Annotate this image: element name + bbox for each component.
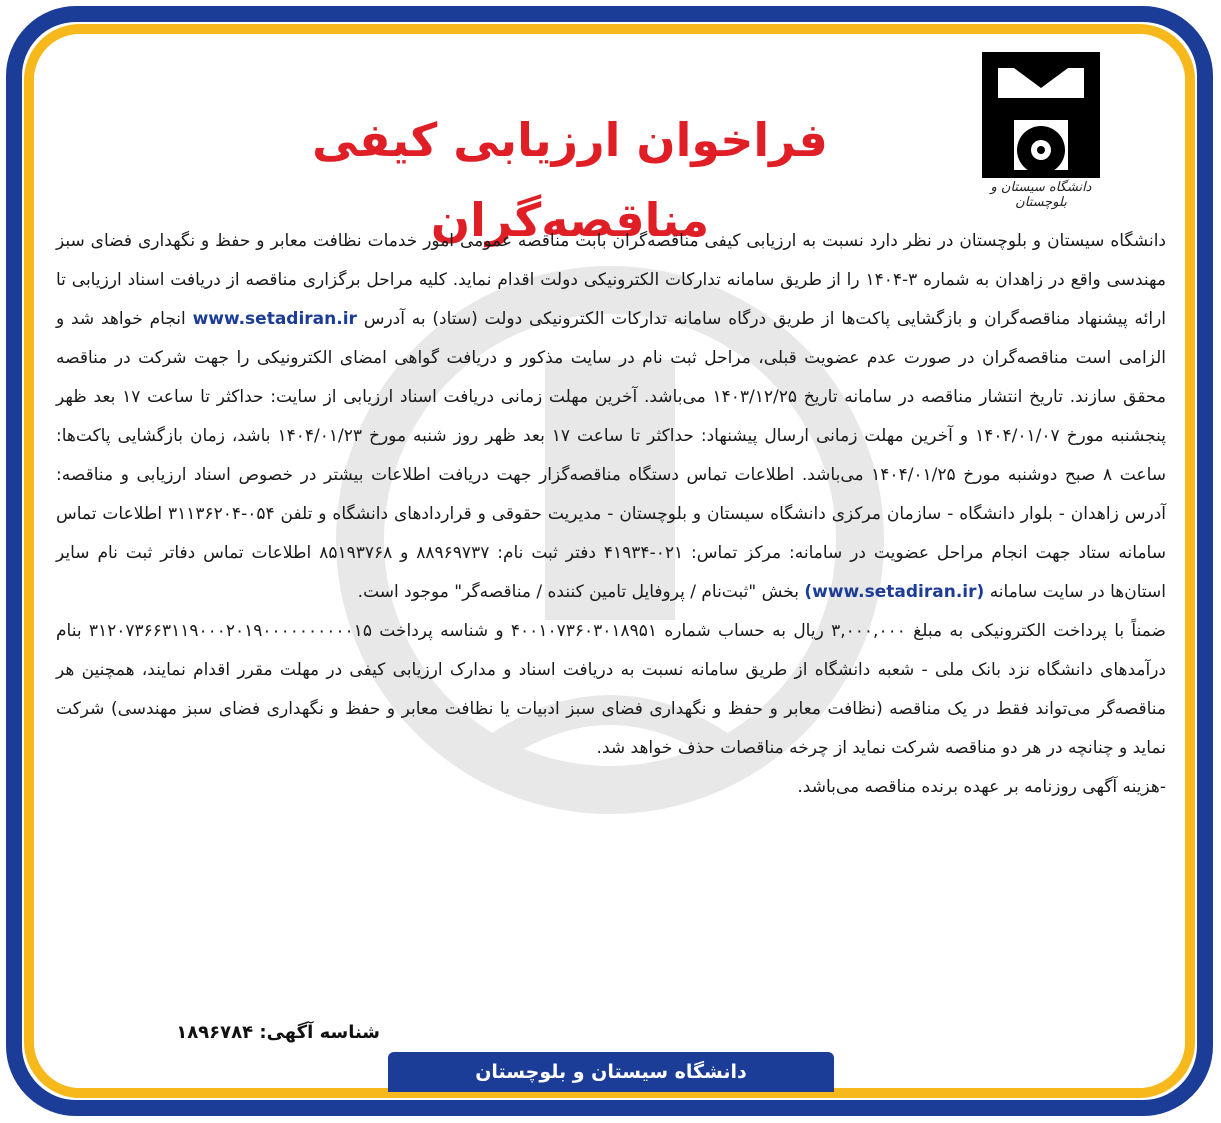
setad-link[interactable]: www.setadiran.ir bbox=[192, 309, 357, 329]
paragraph-main-part3: بخش "ثبت‌نام / پروفایل تامین کننده / مناقصه‌گر" موجود است. bbox=[357, 582, 799, 602]
paragraph-main-part1: دانشگاه سیستان و بلوچستان در نظر دارد نسبت به ارزیابی کیفی مناقصه‌گران بابت مناقصه عمومی امور خدمات نظافت معابر و حفظ و نگهداری فضای سبز مهندسی واقع در زاهدان به شماره ۳-۱۴۰۴ را از طریق سامانه تدارکات الکترونیکی دولت اقدام نماید. کلیه مراحل برگزاری مناقصه از دریافت اسناد ارزیابی تا ارائه پیشنهاد مناقصه‌گران و بازگشایی پاکت‌ها از طریق درگاه سامانه تدارکات الکترونیکی دولت (ستاد) به آدرس bbox=[56, 231, 1167, 329]
paragraph-payment: ضمناً با پرداخت الکترونیکی به مبلغ ۳,۰۰۰,۰۰۰ ریال به حساب شماره ۴۰۰۱۰۷۳۶۰۳۰۱۸۹۵۱ و شناسه پرداخت ۳۱۲۰۷۳۶۶۳۱۱۹۰۰۰۲۰۱۹۰۰۰۰۰۰۰۰۰۰۱۵ بنام درآمدهای دانشگاه نزد بانک ملی - شعبه دانشگاه از طریق سامانه نسبت به دریافت اسناد و مدارک ارزیابی کیفی در مهلت مقرر اقدام نمایند، همچنین هر مناقصه‌گر می‌تواند فقط در یک مناقصه (نظافت معابر و حفظ و نگهداری فضای سبز ادبیات یا نظافت معابر و حفظ و نگهداری فضای سبز مهندسی) شرکت نماید و چنانچه در هر دو مناقصه شرکت نماید از چرخه مناقصات حذف خواهد شد. bbox=[56, 621, 1166, 758]
ad-identifier: شناسه آگهی: ۱۸۹۶۷۸۴ bbox=[176, 1022, 380, 1043]
paragraph-main bbox=[56, 222, 1166, 612]
paragraph-main-part2: انجام خواهد شد و الزامی است مناقصه‌گران در صورت عدم عضویت قبلی، مراحل ثبت نام در سایت مذکور و دریافت گواهی امضای الکترونیکی را جهت شرکت در مناقصه محقق سازند. تاریخ انتشار مناقصه در سامانه تاریخ ۱۴۰۳/۱۲/۲۵ می‌باشد. آخرین مهلت زمانی دریافت اسناد ارزیابی از سایت: حداکثر تا ساعت ۱۷ بعد ظهر پنجشنبه مورخ ۱۴۰۴/۰۱/۰۷ و آخرین مهلت زمانی ارسال پیشنهاد: حداکثر تا ساعت ۱۷ بعد ظهر روز شنبه مورخ ۱۴۰۴/۰۱/۲۳ باشد، زمان بازگشایی پاکت‌ها: ساعت ۸ صبح دوشنبه مورخ ۱۴۰۴/۰۱/۲۵ می‌باشد. اطلاعات تماس دستگاه مناقصه‌گزار جهت دریافت اطلاعات بیشتر در خصوص اسناد ارزیابی و مناقصه: آدرس زاهدان - بلوار دانشگاه - سازمان مرکزی دانشگاه سیستان و بلوچستان - مدیریت حقوقی و قراردادهای دانشگاه و تلفن ۰۵۴-۳۱۱۳۶۲۰۴ اطلاعات تماس سامانه ستاد جهت انجام مراحل عضویت در سامانه: مرکز تماس: ۰۲۱-۴۱۹۳۴ دفتر ثبت نام: ۸۸۹۶۹۷۳۷ و ۸۵۱۹۳۷۶۸ اطلاعات تماس دفاتر ثبت نام سایر استان‌ها در سایت سامانه bbox=[56, 309, 1166, 602]
paragraph-cost-note: -هزینه آگهی روزنامه بر عهده برنده مناقصه می‌باشد. bbox=[797, 777, 1166, 797]
announcement-body bbox=[56, 222, 1166, 807]
setad-link-2[interactable]: (www.setadiran.ir) bbox=[804, 582, 985, 602]
footer-banner: دانشگاه سیستان و بلوچستان bbox=[388, 1052, 834, 1092]
page-title: فراخوان ارزیابی کیفی مناقصه‌گران bbox=[312, 113, 828, 247]
logo-caption: دانشگاه سیستان و بلوچستان bbox=[990, 180, 1092, 210]
